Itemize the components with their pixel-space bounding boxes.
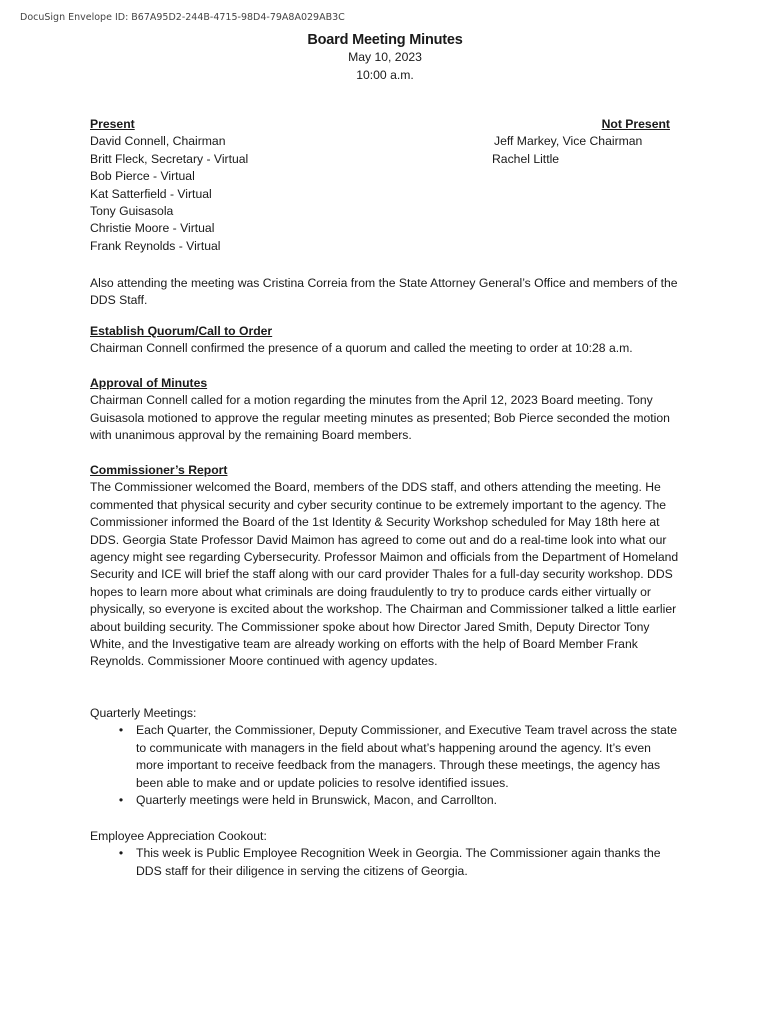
quarterly-heading: Quarterly Meetings: [90, 706, 197, 720]
title-block [90, 32, 680, 84]
bullet-text: Quarterly meetings were held in Brunswick, Macon, and Carrollton. [136, 793, 498, 808]
quarterly-list [90, 722, 680, 809]
list-item [118, 792, 680, 809]
quarterly-section [90, 705, 680, 809]
docusign-envelope-id: DocuSign Envelope ID: B67A95D2-244B-4715-98D4-79A8A029AB3C [20, 12, 345, 23]
cookout-section [90, 828, 680, 880]
also-attending-text: Also attending the meeting was Cristina Correia from the State Attorney General’s Office and members of the DDS Staff. [90, 276, 678, 308]
meeting-time: 10:00 a.m. [356, 67, 414, 82]
quorum-heading: Establish Quorum/Call to Order [90, 324, 273, 338]
commissioner-text: The Commissioner welcomed the Board, members of the DDS staff, and others attending the meeting. He commented that physical security and cyber security continue to be extremely important to the agency. The Commissioner informed the Board of the 1st Identity & Security Workshop scheduled for May 18th here at DDS. Georgia State Professor David Maimon has agreed to come out and do a real-time look into what our agency might see regarding Cybersecurity. Professor Maimon and officials from the Department of Homeland Security and ICE will brief the staff along with our card provider Thales for a full-day security workshop. DDS hopes to learn more about what criminals are doing fraudulently to try to produce cards either virtually or physically, so everyone is excited about the workshop. The Chairman and Commissioner talked a little earlier about building security. The Commissioner spoke about how Director Jared Smith, Deputy Director Tony White, and the Investigative team are already working on efforts with the help of Board Member Frank Reynolds. Commissioner Moore continued with agency updates. [90, 480, 679, 669]
cookout-list [90, 845, 680, 880]
present-member: Kat Satterfield - Virtual [90, 186, 212, 201]
present-member: Britt Fleck, Secretary - Virtual [90, 151, 249, 166]
meeting-date: May 10, 2023 [348, 50, 422, 65]
approval-section [90, 375, 680, 445]
cookout-heading: Employee Appreciation Cookout: [90, 829, 267, 843]
also-attending-section [90, 275, 680, 310]
quorum-section [90, 323, 680, 358]
list-item [118, 845, 680, 880]
not-present-list [410, 116, 670, 168]
present-member: Frank Reynolds - Virtual [90, 238, 221, 253]
quorum-text: Chairman Connell confirmed the presence of a quorum and called the meeting to order at 10:28 a.m. [90, 341, 633, 356]
not-present-heading: Not Present [601, 117, 670, 131]
commissioner-heading: Commissioner’s Report [90, 463, 228, 477]
bullet-text: Each Quarter, the Commissioner, Deputy Commissioner, and Executive Team travel across the state to communicate with managers in the field about what’s happening around the agency. It’s even more important to receive feedback from the managers. Through these meetings, the agency has been able to make and or update policies to resolve identified issues. [136, 723, 678, 790]
present-heading: Present [90, 117, 135, 131]
document-title: Board Meeting Minutes [307, 32, 463, 48]
not-present-member: Rachel Little [492, 151, 560, 166]
present-member: Tony Guisasola [90, 204, 174, 219]
list-item [118, 722, 680, 792]
present-member: Christie Moore - Virtual [90, 221, 215, 236]
present-member: David Connell, Chairman [90, 134, 226, 149]
present-member: Bob Pierce - Virtual [90, 169, 195, 184]
bullet-icon: • [118, 793, 124, 808]
bullet-icon: • [118, 846, 124, 861]
not-present-member: Jeff Markey, Vice Chairman [494, 134, 643, 149]
bullet-text: This week is Public Employee Recognition Week in Georgia. The Commissioner again thanks the DDS staff for their diligence in serving the citizens of Georgia. [136, 846, 661, 878]
present-list [90, 116, 390, 255]
bullet-icon: • [118, 723, 124, 738]
commissioner-section [90, 462, 680, 671]
approval-text: Chairman Connell called for a motion regarding the minutes from the April 12, 2023 Board meeting. Tony Guisasola motioned to approve the regular meeting minutes as presented; Bob Pierce seconded the motion with unanimous approval by the remaining Board members. [90, 393, 670, 443]
approval-heading: Approval of Minutes [90, 376, 208, 390]
